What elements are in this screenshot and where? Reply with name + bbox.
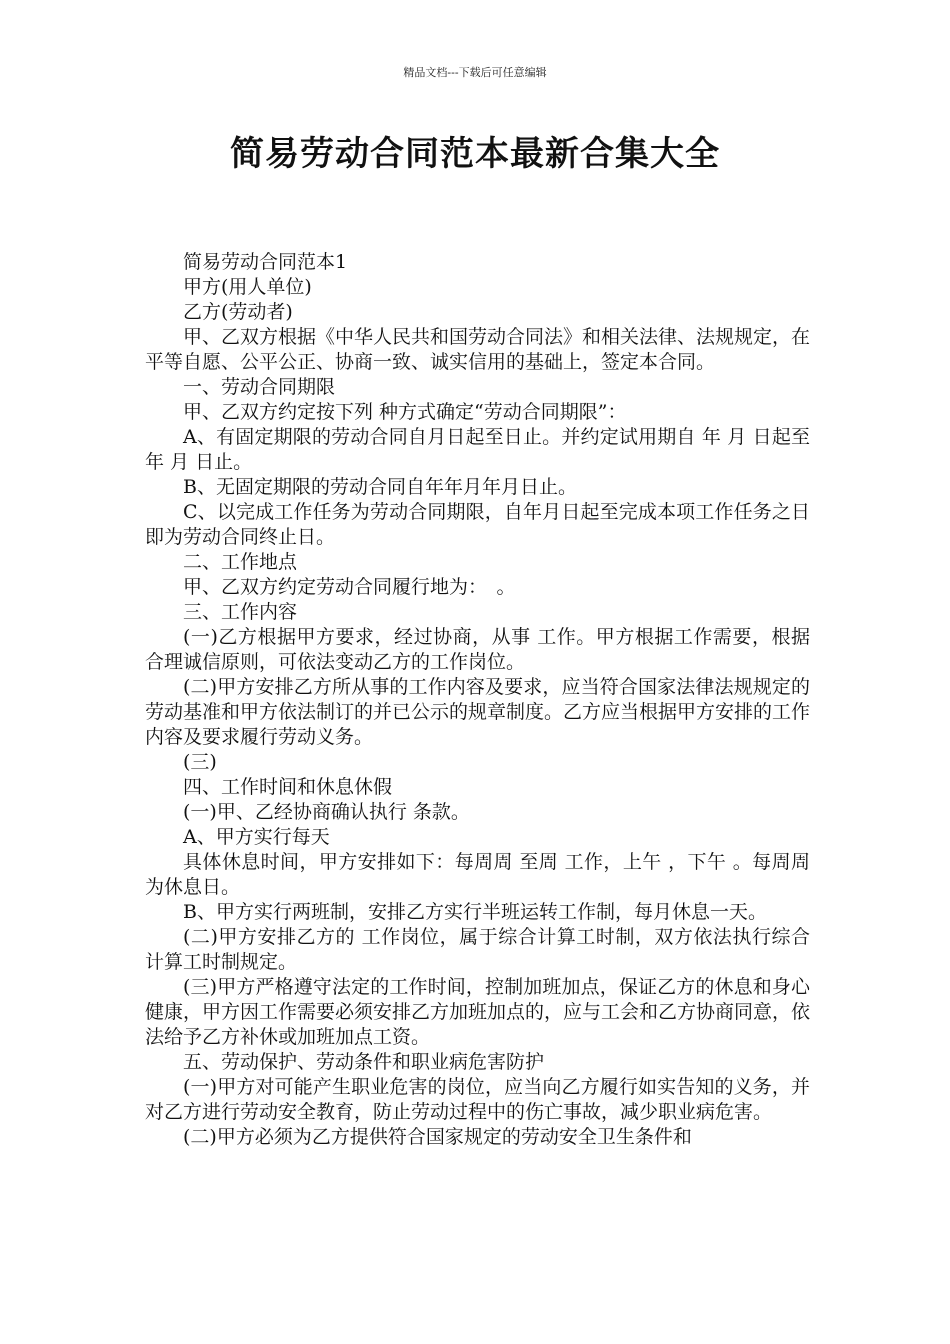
clause-heading-5: 五、劳动保护、劳动条件和职业病危害防护 bbox=[183, 1051, 545, 1073]
contract-paragraph: A、有固定期限的劳动合同自月日起至日止。并约定试用期自 年 月 日起至 年 月 日止。 bbox=[145, 426, 810, 473]
contract-paragraph: C、以完成工作任务为劳动合同期限，自年月日起至完成本项工作任务之日即为劳动合同终止日。 bbox=[145, 501, 810, 548]
contract-paragraph: (二)甲方必须为乙方提供符合国家规定的劳动安全卫生条件和 bbox=[183, 1126, 692, 1148]
document-body bbox=[145, 250, 810, 1150]
contract-paragraph: (一)乙方根据甲方要求，经过协商，从事 工作。甲方根据工作需要，根据合理诚信原则，可依法变动乙方的工作岗位。 bbox=[145, 626, 810, 673]
contract-paragraph: B、无固定期限的劳动合同自年年月年月日止。 bbox=[183, 476, 577, 498]
contract-paragraph: (二)甲方安排乙方的 工作岗位，属于综合计算工时制，双方依法执行综合计算工时制规定。 bbox=[145, 926, 810, 973]
contract-paragraph: 甲、乙双方约定劳动合同履行地为： 。 bbox=[183, 576, 516, 598]
contract-paragraph: (一)甲方对可能产生职业危害的岗位，应当向乙方履行如实告知的义务，并对乙方进行劳动安全教育，防止劳动过程中的伤亡事故，减少职业病危害。 bbox=[145, 1076, 810, 1123]
contract-paragraph: B、甲方实行两班制，安排乙方实行半班运转工作制，每月休息一天。 bbox=[183, 901, 767, 923]
clause-heading-2: 二、工作地点 bbox=[183, 551, 298, 573]
clause-heading-4: 四、工作时间和休息休假 bbox=[183, 776, 393, 798]
header-note: 精品文档---下载后可任意编辑 bbox=[403, 66, 547, 79]
contract-paragraph: (三) bbox=[183, 751, 217, 773]
contract-paragraph: (三)甲方严格遵守法定的工作时间，控制加班加点，保证乙方的休息和身心健康，甲方因工作需要必须安排乙方加班加点的，应与工会和乙方协商同意，依法给予乙方补休或加班加点工资。 bbox=[145, 976, 811, 1048]
party-b-line: 乙方(劳动者) bbox=[183, 301, 293, 323]
clause-heading-3: 三、工作内容 bbox=[183, 601, 298, 623]
contract-paragraph: A、甲方实行每天 bbox=[183, 826, 330, 848]
section-title: 简易劳动合同范本1 bbox=[183, 251, 348, 273]
clause-heading-1: 一、劳动合同期限 bbox=[183, 376, 336, 398]
contract-paragraph: (一)甲、乙经协商确认执行 条款。 bbox=[183, 801, 470, 823]
party-a-line: 甲方(用人单位) bbox=[183, 276, 312, 298]
contract-paragraph: (二)甲方安排乙方所从事的工作内容及要求，应当符合国家法律法规规定的劳动基准和甲方依法制订的并已公示的规章制度。乙方应当根据甲方安排的工作内容及要求履行劳动义务。 bbox=[145, 676, 811, 748]
document-title: 简易劳动合同范本最新合集大全 bbox=[230, 134, 720, 174]
contract-paragraph: 甲、乙双方约定按下列 种方式确定“劳动合同期限”： bbox=[183, 401, 627, 423]
contract-paragraph: 具体休息时间，甲方安排如下：每周周 至周 工作，上午 ，下午 。每周周 为休息日。 bbox=[145, 851, 810, 898]
preamble-paragraph: 甲、乙双方根据《中华人民共和国劳动合同法》和相关法律、法规规定，在平等自愿、公平公正、协商一致、诚实信用的基础上，签定本合同。 bbox=[145, 326, 811, 373]
